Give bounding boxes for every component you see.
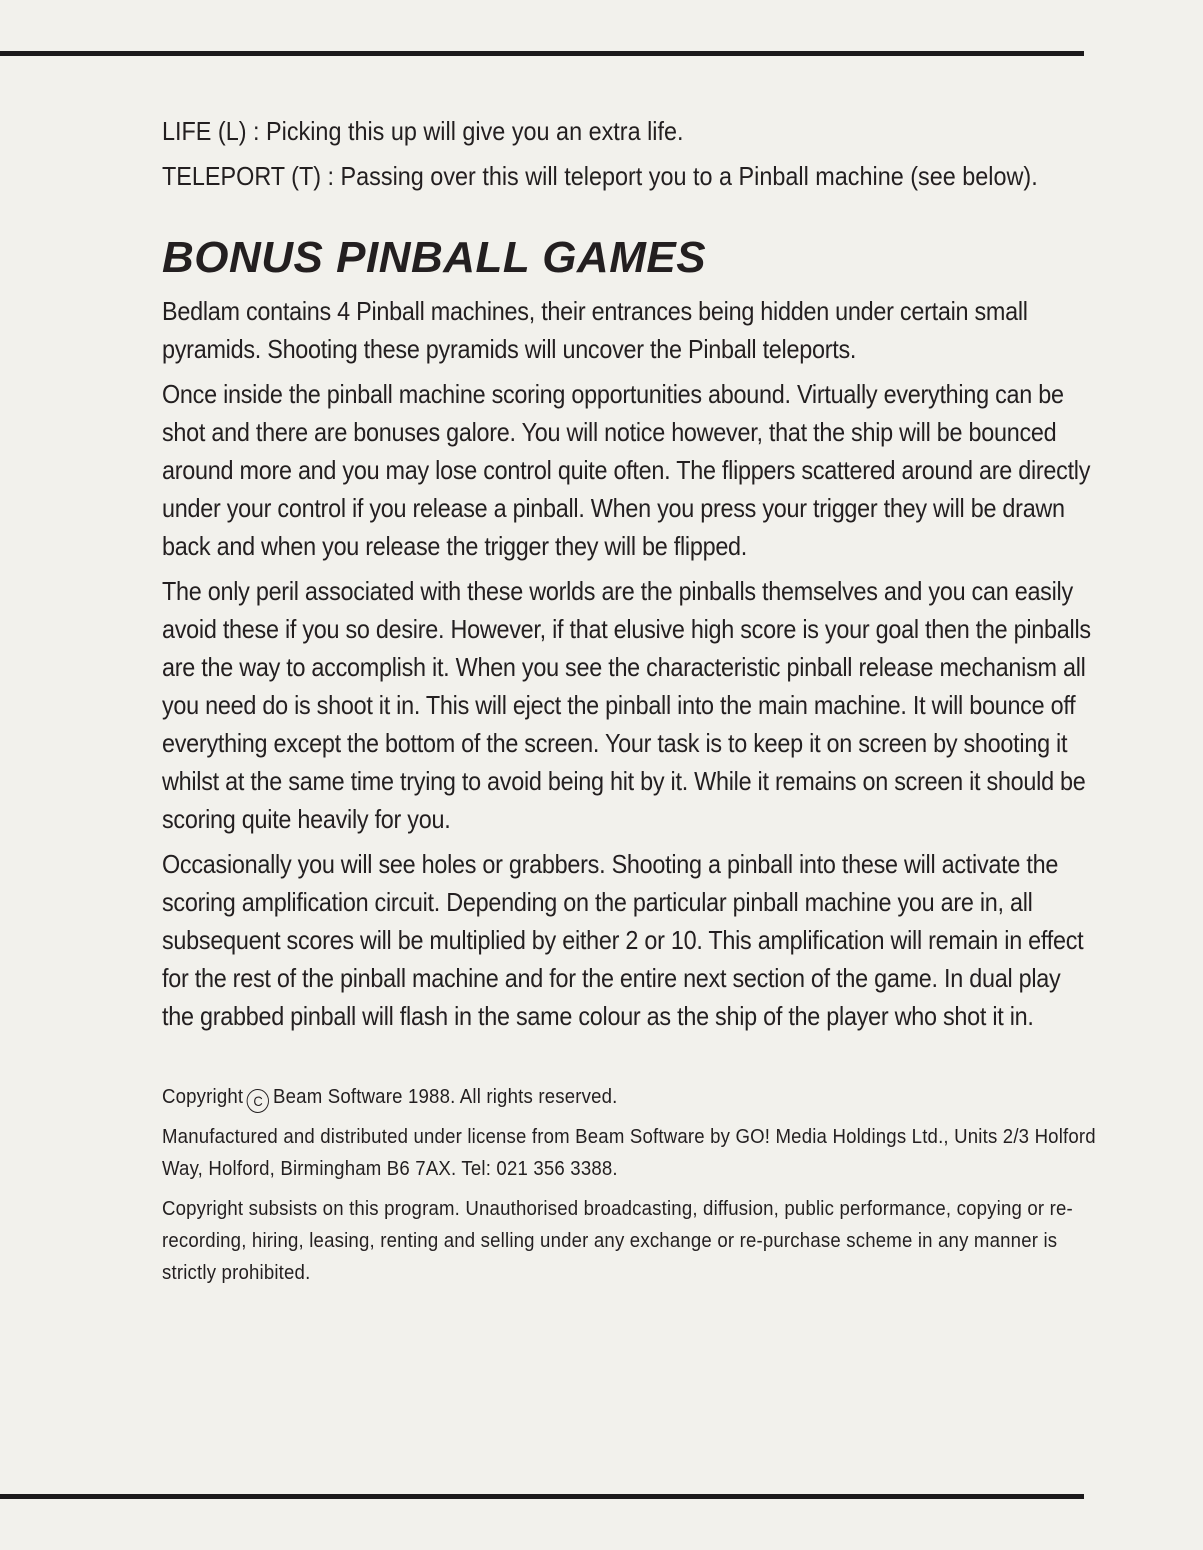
paragraph-peril: The only peril associated with these worlds are the pinballs themselves and you can easily avoid these if you so desire. However, if that elusive high score is your goal then the pinballs are the way to accomplish it. When you see the characteristic pinball release mechanism all you need do is shoot it in. This will eject the pinball into the main machine. It will bounce off everything except the bottom of the screen. Your task is to keep it on screen by shooting it whilst at the same time trying to avoid being hit by it. While it remains on screen it should be scoring quite heavily for you. xyxy=(162,576,1091,834)
pickup-life-description: LIFE (L) : Picking this up will give you an extra life. xyxy=(162,116,684,146)
manufacturer-notice: Manufactured and distributed under license from Beam Software by GO! Media Holdings Ltd., Units 2/3 Holford Way, Holford, Birmingham B6 7AX. Tel: 021 356 3388. xyxy=(162,1126,1096,1180)
copyright-prefix: Copyright xyxy=(162,1086,244,1108)
copyright-line xyxy=(162,1081,1101,1113)
paragraph-inside-pinball: Once inside the pinball machine scoring opportunities abound. Virtually everything can be shot and there are bonuses galore. You will notice however, that the ship will be bounced around more and you may lose control quite often. The flippers scattered around are directly under your control if you release a pinball. When you press your trigger they will be drawn back and when you release the trigger they will be flipped. xyxy=(162,379,1091,561)
page-content xyxy=(162,112,1102,1297)
top-rule xyxy=(0,51,1084,56)
paragraph-pinball-machines: Bedlam contains 4 Pinball machines, their entrances being hidden under certain small pyramids. Shooting these pyramids will uncover the Pinball teleports. xyxy=(162,296,1028,364)
bottom-rule xyxy=(0,1494,1084,1499)
paragraph-amplification: Occasionally you will see holes or grabbers. Shooting a pinball into these will activate the scoring amplification circuit. Depending on the particular pinball machine you are in, all subsequent scores will be multiplied by either 2 or 10. This amplification will remain in effect for the rest of the pinball machine and for the entire next section of the game. In dual play the grabbed pinball will flash in the same colour as the ship of the player who shot it in. xyxy=(162,849,1084,1031)
section-heading: BONUS PINBALL GAMES xyxy=(162,233,707,282)
pickup-teleport-description: TELEPORT (T) : Passing over this will teleport you to a Pinball machine (see below). xyxy=(162,161,1038,191)
copyright-icon: C xyxy=(247,1089,269,1113)
legal-notice: Copyright subsists on this program. Unauthorised broadcasting, diffusion, public performance, copying or re-recording, hiring, leasing, renting and selling under any exchange or re-purchase scheme in any manner is strictly prohibited. xyxy=(162,1198,1073,1284)
copyright-text: Beam Software 1988. All rights reserved. xyxy=(273,1086,618,1108)
